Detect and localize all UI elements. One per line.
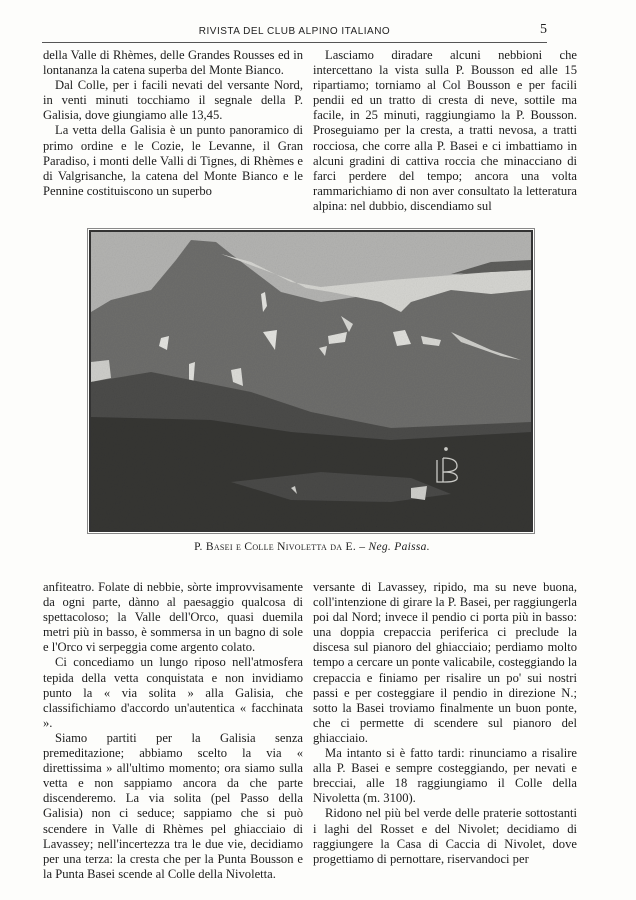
- running-header: [42, 22, 547, 42]
- column-top-right: [313, 48, 577, 214]
- paragraph: Ridono nel più bel verde delle praterie sottostanti i laghi del Rosset e del Nivolet; decidiamo di raggiungere la Casa di Caccia di Nivolet, dove progettiamo di pernottare, riservandoci per: [313, 806, 577, 866]
- page-number: 5: [540, 22, 547, 37]
- column-bottom-left: [43, 580, 303, 882]
- paragraph: della Valle di Rhèmes, delle Grandes Rousses ed in lontananza la catena superba del Monte Bianco.: [43, 48, 303, 78]
- journal-title: RIVISTA DEL CLUB ALPINO ITALIANO: [198, 26, 391, 37]
- caption-title: P. Basei e Colle Nivoletta da E. –: [194, 541, 366, 553]
- paragraph: Dal Colle, per i facili nevati del versante Nord, in venti minuti tocchiamo il segnale della P. Galisia, dove giungiamo alle 13,45.: [43, 78, 303, 123]
- header-rule: [42, 42, 547, 43]
- column-bottom-right: [313, 580, 577, 867]
- caption-credit: Neg. Paissa.: [368, 541, 430, 553]
- paragraph: versante di Lavassey, ripido, ma su neve buona, coll'intenzione di girare la P. Basei, per raggiungerla poi dal Nord; invece il pendio ci porta più in basso: una doppia crepaccia periferica ci preclude la discesa sul pianoro del ghiacciaio; perdiamo molto tempo a cercare un ponte valicabile, costeggiando la crepaccia e finiamo per risalire un po' sui nostri passi e per costeggiare il pendio in direzione N.; sotto la Basei troviamo finalmente un buon ponte, che ci permette di scendere sul pianoro del ghiacciaio.: [313, 580, 577, 745]
- column-top-left: [43, 48, 303, 199]
- paragraph: La vetta della Galisia è un punto panoramico di primo ordine e le Cozie, le Levanne, il Gran Paradiso, i monti delle Valli di Tignes, di Rhèmes e di Valgrisanche, la catena del Monte Bianco e le Pennine costituiscono un superbo: [43, 123, 303, 198]
- paragraph: Siamo partiti per la Galisia senza premeditazione; abbiamo scelto la via « direttissima » all'ultimo momento; ora siamo sulla vetta e non sappiamo ancora da che parte discenderemo. La via solita (pel Passo della Galisia) non ci seduce; sappiamo che si può scendere in Valle di Rhèmes pel ghiacciaio di Lavassey; nell'incertezza tra le due vie, decidiamo per una terza: la cresta che per la Punta Bousson e la Punta Basei scende al Colle della Nivoletta.: [43, 730, 303, 881]
- figure-caption: [90, 541, 534, 553]
- paragraph: Ma intanto si è fatto tardi: rinunciamo a risalire alla P. Basei e sempre costeggiando, per nevati e brecciai, alle 18 raggiungiamo il Colle della Nivoletta (m. 3100).: [313, 746, 577, 806]
- paragraph: anfiteatro. Folate di nebbie, sòrte improvvisamente da ogni parte, dànno al paesaggio qualcosa di spettacoloso; la Valle dell'Orco, quasi duemila metri più in basso, è sommersa in un bagno di sole e l'Orco vi serpeggia come argento colato.: [43, 580, 303, 655]
- photo-image: [91, 232, 531, 530]
- paragraph: Lasciamo diradare alcuni nebbioni che intercettano la vista sulla P. Bousson ed alle 15 ripartiamo; torniamo al Col Bousson e per facili pendii ed un tratto di cresta di neve, sottile ma facile, in 25 minuti, raggiungiamo la P. Bousson. Proseguiamo per la cresta, a tratti nevosa, a tratti rocciosa, che corre alla P. Basei e ci imbattiamo in alcuni gradini di cattiva roccia che minacciano di farci perdere del tempo; ancora una volta rammarichiamo di non aver consultato la letteratura alpina: nel dubbio, discendiamo sul: [313, 48, 577, 213]
- paragraph: Ci concediamo un lungo riposo nell'atmosfera tepida della vetta conquistata e non invidiamo punto la « via solita » alla Galisia, che classifichiamo d'accordo un'autentica « facchinata ».: [43, 655, 303, 730]
- mountain-photograph: [89, 230, 533, 532]
